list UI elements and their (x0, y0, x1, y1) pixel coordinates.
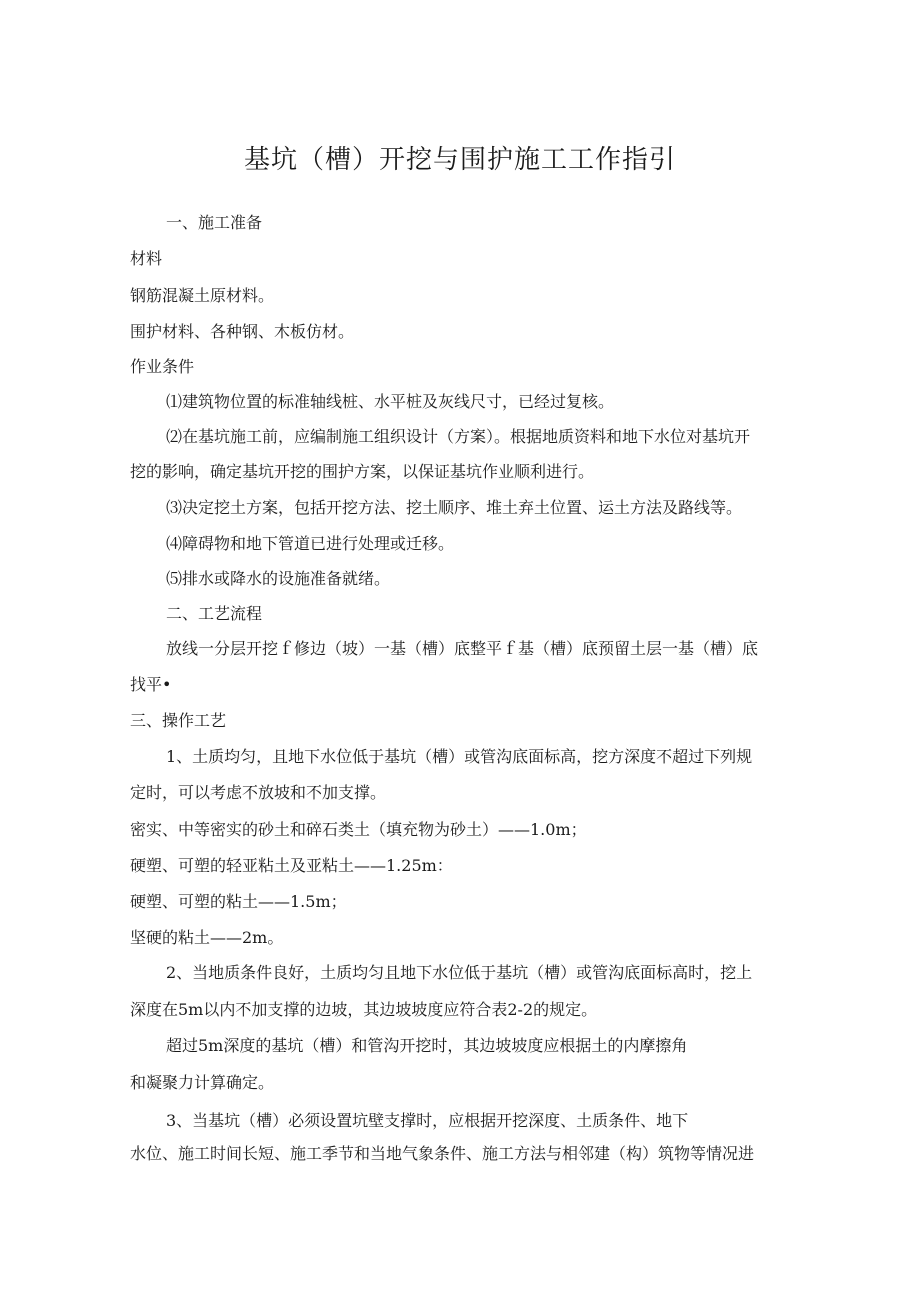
paragraph-line: 找平• (130, 675, 172, 694)
paragraph-line: 定时，可以考虑不放坡和不加支撑。 (130, 783, 387, 802)
section-heading-process-flow: 二、工艺流程 (166, 604, 263, 623)
subheading-materials: 材料 (130, 249, 163, 268)
paragraph-line: 硬塑、可塑的粘土——1.5m； (130, 892, 347, 911)
paragraph-line: 钢筋混凝土原材料。 (130, 286, 275, 305)
paragraph-line: 1、土质均匀，且地下水位低于基坑（槽）或管沟底面标高，挖方深度不超过下列规 (166, 747, 753, 766)
paragraph-line: 3、当基坑（槽）必须设置坑壁支撑时，应根据开挖深度、土质条件、地下 (166, 1111, 689, 1130)
list-item: ⑷障碍物和地下管道已进行处理或迁移。 (166, 534, 455, 553)
subheading-work-conditions: 作业条件 (130, 357, 195, 376)
paragraph-line: 硬塑、可塑的轻亚粘土及亚粘土——1.25m： (130, 856, 453, 875)
paragraph-line: 水位、施工时间长短、施工季节和当地气象条件、施工方法与相邻建（构）筑物等情况进 (130, 1144, 755, 1163)
list-item: ⑴建筑物位置的标准轴线桩、水平桩及灰线尺寸，已经过复核。 (166, 392, 615, 411)
paragraph-line: 2、当地质条件良好，土质均匀且地下水位低于基坑（槽）或管沟底面标高时，挖上 (166, 963, 753, 982)
list-item: ⑶决定挖土方案，包括开挖方法、挖土顺序、堆土弃土位置、运土方法及路线等。 (166, 498, 743, 517)
paragraph-line: 密实、中等密实的砂土和碎石类土（填充物为砂土）——1.0m； (130, 820, 587, 839)
list-item: ⑵在基坑施工前，应编制施工组织设计（方案）。根据地质资料和地下水位对基坑开 (166, 427, 751, 446)
paragraph-line: 超过5m深度的基坑（槽）和管沟开挖时，其边坡坡度应根据土的内摩擦角 (166, 1036, 688, 1055)
document-title: 基坑（槽）开挖与围护施工工作指引 (243, 145, 676, 175)
paragraph-line: 坚硬的粘土——2m。 (130, 928, 284, 947)
paragraph-line: 放线一分层开挖ｆ修边（坡）一基（槽）底整平ｆ基（槽）底预留土层一基（槽）底 (166, 639, 759, 658)
section-heading-preparation: 一、施工准备 (166, 213, 263, 232)
paragraph-line: 深度在5m以内不加支撑的边坡，其边坡坡度应符合表2-2的规定。 (130, 1000, 598, 1019)
list-item: ⑸排水或降水的设施准备就绪。 (166, 569, 391, 588)
paragraph-line: 围护材料、各种钢、木板仿材。 (130, 322, 355, 341)
paragraph-line: 挖的影响，确定基坑开挖的围护方案，以保证基坑作业顺利进行。 (130, 462, 595, 481)
section-heading-operation: 三、操作工艺 (130, 711, 227, 730)
paragraph-line: 和凝聚力计算确定。 (130, 1073, 275, 1092)
